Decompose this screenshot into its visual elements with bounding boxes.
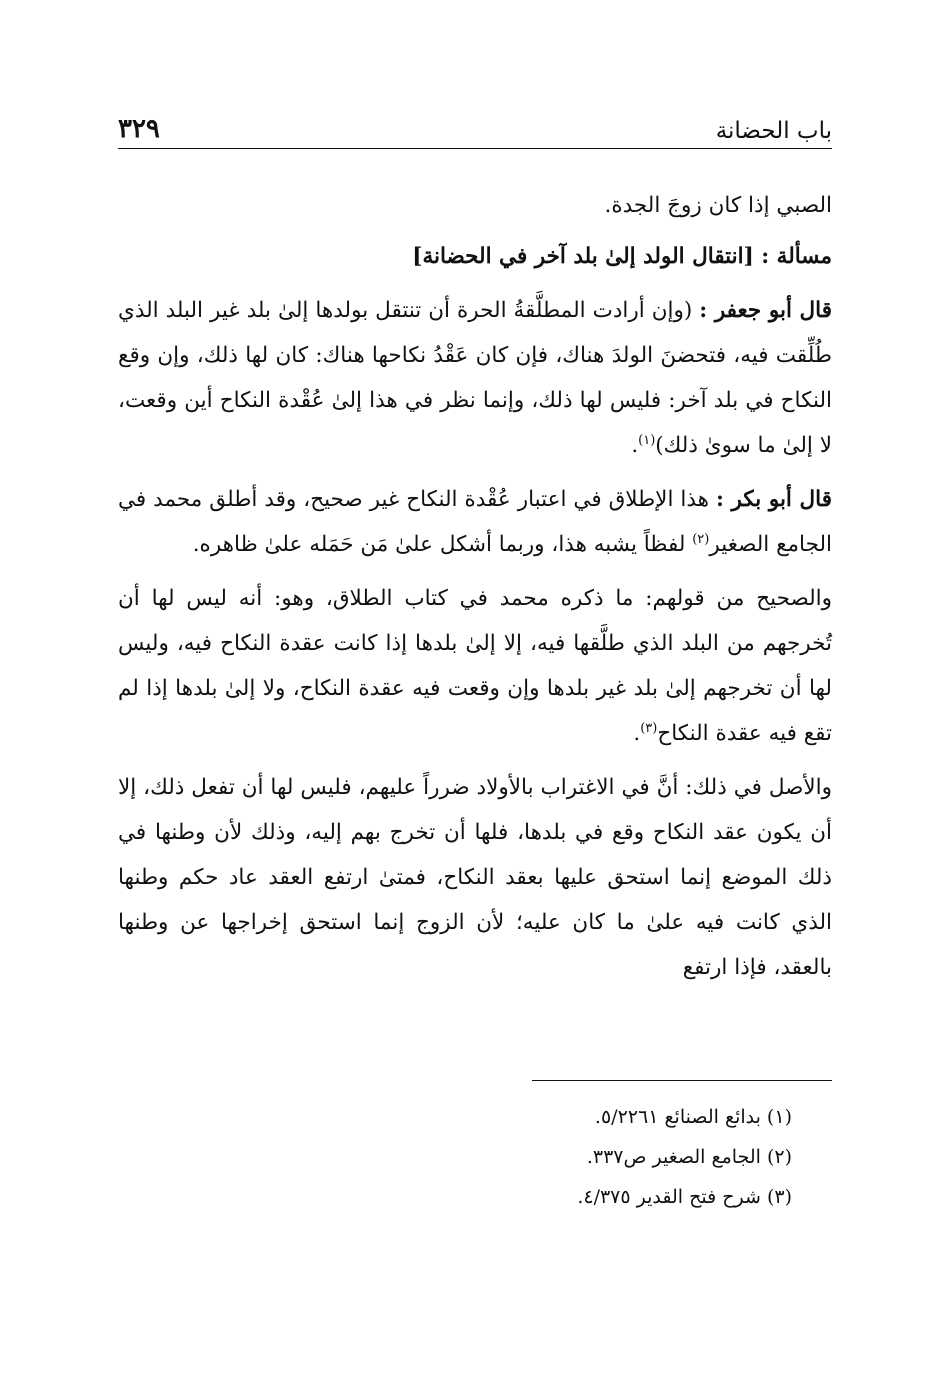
paragraph-text: والصحيح من قولهم: ما ذكره محمد في كتاب الطلاق، وهو: أنه ليس لها أن تُخرجهم من البلد الذي طلَّقها فيه، إلا إلىٰ بلدها إذا كانت عقدة النكاح فيه، وليس لها أن تخرجهم إلىٰ بلد غير بلدها وإن وقعت فيه عقدة النكاح، ولا إلىٰ بلدها إذا لم تقع فيه عقدة النكاح	[118, 586, 832, 746]
footnote-1: (١) بدائع الصنائع ٥/٢٢٦١.	[594, 1106, 792, 1128]
book-page	[118, 100, 832, 1340]
paragraph-text: والأصل في ذلك: أنَّ في الاغتراب بالأولاد ضرراً عليهم، فليس لها أن تفعل ذلك، إلا أن يكون عقد النكاح وقع في بلدها، فلها أن تخرج بهم إليه، وذلك لأن وطنها في ذلك الموضع إنما استحق عليها بعقد النكاح، فمتىٰ ارتفع العقد عاد حكم وطنها الذي كانت فيه علىٰ ما كان عليه؛ لأن الزوج إنما استحق إخراجها عن وطنها بالعقد، فإذا ارتفع	[118, 775, 832, 980]
page-number: ٣٢٩	[118, 114, 160, 144]
paragraph-correct-view	[118, 576, 832, 756]
paragraph-text: لفظاً يشبه هذا، وربما أشكل علىٰ مَن حَمَله علىٰ ظاهره.	[192, 532, 693, 557]
speaker-label: قال أبو بكر :	[715, 487, 832, 512]
main-text	[118, 183, 832, 990]
chapter-title: باب الحضانة	[715, 118, 832, 144]
running-header	[118, 100, 832, 149]
paragraph-principle	[118, 765, 832, 990]
paragraph-text: هذا الإطلاق في اعتبار عُقْدة النكاح غير صحيح، وقد أطلق محمد في الجامع الصغير	[118, 487, 832, 557]
opening-line: الصبي إذا كان زوجَ الجدة.	[604, 193, 832, 218]
footnote-reference[interactable]: (٣)	[640, 720, 658, 736]
paragraph-abu-bakr	[118, 477, 832, 567]
footnote-divider	[532, 1080, 832, 1081]
paragraph-end: .	[633, 721, 641, 746]
footnote-reference[interactable]: (١)	[638, 432, 656, 448]
issue-heading: مسألة : [انتقال الولد إلىٰ بلد آخر في الحضانة]	[412, 244, 832, 269]
footnote-3: (٣) شرح فتح القدير ٤/٣٧٥.	[577, 1186, 792, 1208]
footnotes	[577, 1097, 792, 1217]
speaker-label: قال أبو جعفر :	[699, 298, 832, 323]
footnote-2: (٢) الجامع الصغير ص٣٣٧.	[586, 1146, 792, 1168]
paragraph-abu-jafar	[118, 288, 832, 468]
paragraph-text: (وإن أرادت المطلَّقةُ الحرة أن تنتقل بولدها إلىٰ بلد غير البلد الذي طُلِّقت فيه، فتحضنَ الولدَ هناك، فإن كان عَقْدُ نكاحها هناك: كان لها ذلك، وإن وقع النكاح في بلد آخر: فليس لها ذلك، وإنما نظر في هذا إلىٰ عُقْدة النكاح أين وقعت، لا إلىٰ ما سوىٰ ذلك)	[118, 298, 832, 458]
paragraph-end: .	[631, 433, 639, 458]
footnote-reference[interactable]: (٢)	[692, 531, 710, 547]
